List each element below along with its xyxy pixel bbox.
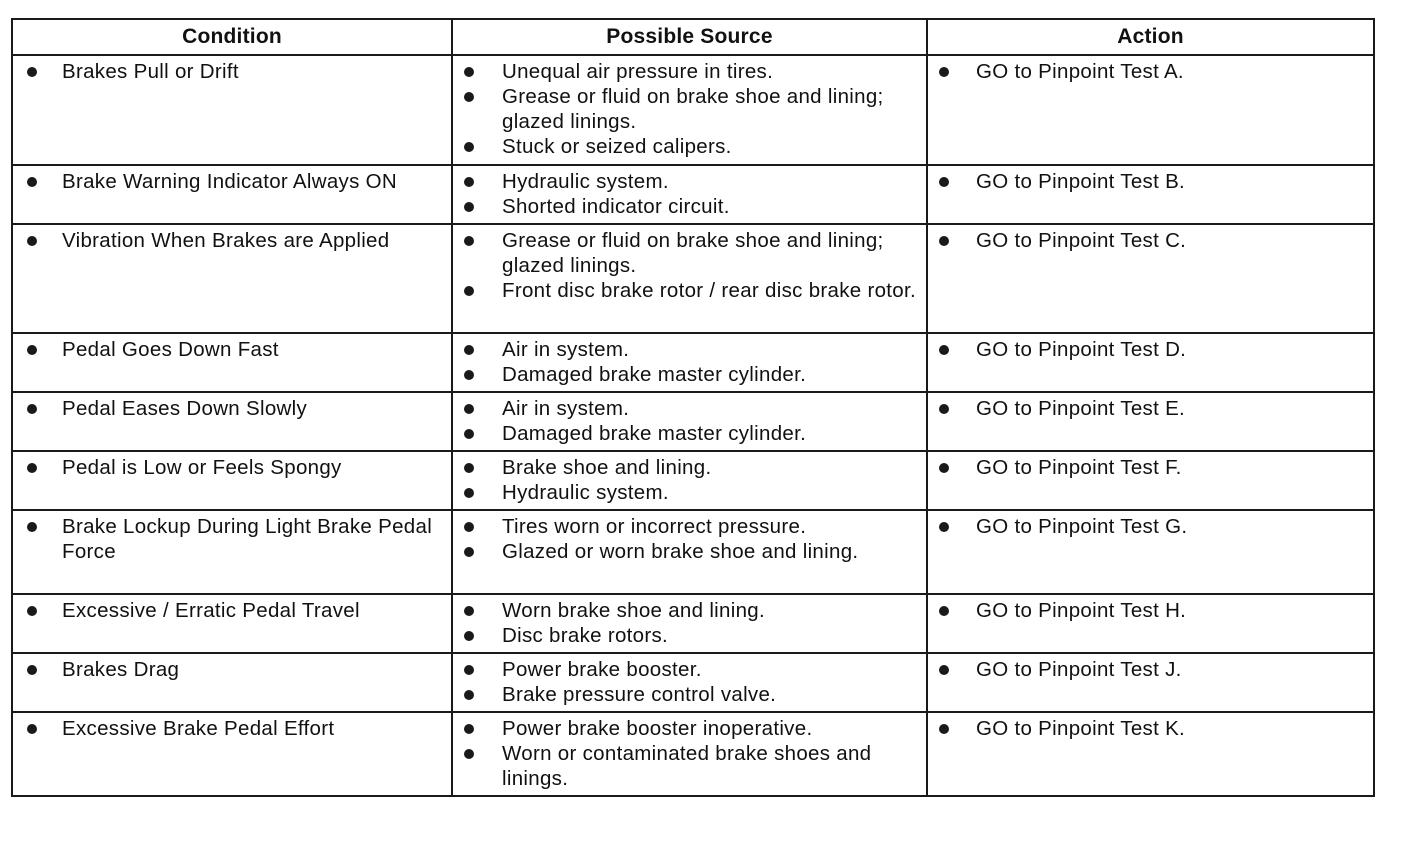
condition-item: [13, 396, 445, 421]
condition-text: Excessive / Erratic Pedal Travel: [62, 599, 360, 622]
source-item: [453, 134, 920, 159]
bullet-icon: [464, 429, 474, 439]
condition-text: Excessive Brake Pedal Effort: [62, 717, 335, 740]
header-possible-source: Possible Source: [452, 19, 927, 55]
source-item: [453, 623, 920, 648]
source-text: Power brake booster.: [502, 658, 702, 681]
bullet-icon: [464, 690, 474, 700]
source-item: [453, 480, 920, 505]
action-item: [928, 657, 1367, 682]
condition-item: [13, 455, 445, 480]
bullet-icon: [464, 370, 474, 380]
source-cell: [452, 165, 927, 224]
condition-item: [13, 337, 445, 362]
condition-item: [13, 169, 445, 194]
source-item: [453, 514, 920, 539]
source-item: [453, 455, 920, 480]
bullet-icon: [464, 522, 474, 532]
condition-text: Pedal Goes Down Fast: [62, 338, 279, 361]
source-item: [453, 362, 920, 387]
condition-text: Pedal Eases Down Slowly: [62, 397, 308, 420]
table-row: [12, 165, 1374, 224]
source-text: Tires worn or incorrect pressure.: [502, 515, 807, 538]
action-item: [928, 337, 1367, 362]
action-text: GO to Pinpoint Test A.: [976, 60, 1184, 83]
source-item: [453, 741, 920, 791]
source-text: Hydraulic system.: [502, 170, 669, 193]
source-text: Power brake booster inoperative.: [502, 717, 813, 740]
bullet-icon: [464, 92, 474, 102]
bullet-icon: [464, 665, 474, 675]
condition-text: Brakes Drag: [62, 658, 180, 681]
source-cell: [452, 653, 927, 712]
condition-cell: [12, 712, 452, 796]
table-row: [12, 392, 1374, 451]
source-cell: [452, 451, 927, 510]
source-item: [453, 84, 920, 134]
source-item: [453, 421, 920, 446]
condition-item: [13, 716, 445, 741]
action-item: [928, 169, 1367, 194]
action-item: [928, 514, 1367, 539]
bullet-icon: [464, 345, 474, 355]
action-cell: [927, 653, 1374, 712]
source-item: [453, 682, 920, 707]
bullet-icon: [27, 606, 37, 616]
action-item: [928, 59, 1367, 84]
condition-item: [13, 228, 445, 253]
bullet-icon: [939, 177, 949, 187]
source-item: [453, 278, 920, 303]
action-item: [928, 455, 1367, 480]
condition-item: [13, 657, 445, 682]
source-text: Worn or contaminated brake shoes and linings.: [502, 742, 872, 790]
header-condition: Condition: [12, 19, 452, 55]
source-cell: [452, 510, 927, 594]
source-cell: [452, 594, 927, 653]
bullet-icon: [464, 724, 474, 734]
action-cell: [927, 55, 1374, 165]
table-row: [12, 510, 1374, 594]
condition-cell: [12, 653, 452, 712]
action-item: [928, 716, 1367, 741]
bullet-icon: [939, 345, 949, 355]
source-text: Air in system.: [502, 338, 630, 361]
source-item: [453, 194, 920, 219]
bullet-icon: [939, 236, 949, 246]
condition-cell: [12, 451, 452, 510]
bullet-icon: [464, 488, 474, 498]
action-text: GO to Pinpoint Test D.: [976, 338, 1187, 361]
condition-item: [13, 59, 445, 84]
source-item: [453, 396, 920, 421]
action-text: GO to Pinpoint Test F.: [976, 456, 1182, 479]
source-text: Unequal air pressure in tires.: [502, 60, 774, 83]
source-cell: [452, 333, 927, 392]
bullet-icon: [939, 522, 949, 532]
bullet-icon: [27, 404, 37, 414]
action-item: [928, 396, 1367, 421]
bullet-icon: [464, 202, 474, 212]
table-row: [12, 712, 1374, 796]
source-cell: [452, 392, 927, 451]
condition-cell: [12, 510, 452, 594]
table-row: [12, 594, 1374, 653]
bullet-icon: [27, 463, 37, 473]
source-cell: [452, 712, 927, 796]
source-item: [453, 228, 920, 278]
table-row: [12, 451, 1374, 510]
bullet-icon: [27, 236, 37, 246]
bullet-icon: [464, 631, 474, 641]
bullet-icon: [27, 177, 37, 187]
source-cell: [452, 55, 927, 165]
bullet-icon: [464, 606, 474, 616]
source-text: Grease or fluid on brake shoe and lining; glazed linings.: [502, 85, 884, 133]
bullet-icon: [464, 177, 474, 187]
condition-text: Pedal is Low or Feels Spongy: [62, 456, 342, 479]
source-text: Air in system.: [502, 397, 630, 420]
condition-item: [13, 514, 445, 564]
source-text: Shorted indicator circuit.: [502, 195, 730, 218]
condition-cell: [12, 333, 452, 392]
bullet-icon: [464, 67, 474, 77]
action-text: GO to Pinpoint Test H.: [976, 599, 1187, 622]
bullet-icon: [464, 286, 474, 296]
bullet-icon: [939, 665, 949, 675]
source-text: Glazed or worn brake shoe and lining.: [502, 540, 859, 563]
source-text: Hydraulic system.: [502, 481, 669, 504]
source-item: [453, 539, 920, 564]
source-text: Stuck or seized calipers.: [502, 135, 732, 158]
bullet-icon: [939, 404, 949, 414]
bullet-icon: [27, 67, 37, 77]
action-cell: [927, 451, 1374, 510]
bullet-icon: [27, 345, 37, 355]
action-cell: [927, 165, 1374, 224]
bullet-icon: [939, 606, 949, 616]
bullet-icon: [464, 236, 474, 246]
bullet-icon: [464, 404, 474, 414]
source-text: Disc brake rotors.: [502, 624, 669, 647]
action-cell: [927, 510, 1374, 594]
condition-text: Vibration When Brakes are Applied: [62, 229, 390, 252]
condition-item: [13, 598, 445, 623]
table-row: [12, 224, 1374, 333]
source-item: [453, 59, 920, 84]
source-item: [453, 716, 920, 741]
source-item: [453, 598, 920, 623]
condition-cell: [12, 55, 452, 165]
source-text: Front disc brake rotor / rear disc brake rotor.: [502, 279, 916, 302]
condition-cell: [12, 594, 452, 653]
bullet-icon: [27, 724, 37, 734]
condition-text: Brake Warning Indicator Always ON: [62, 170, 397, 193]
action-text: GO to Pinpoint Test B.: [976, 170, 1186, 193]
condition-cell: [12, 165, 452, 224]
source-text: Brake shoe and lining.: [502, 456, 712, 479]
condition-text: Brake Lockup During Light Brake Pedal Force: [62, 515, 433, 563]
action-text: GO to Pinpoint Test G.: [976, 515, 1188, 538]
action-cell: [927, 594, 1374, 653]
source-text: Brake pressure control valve.: [502, 683, 777, 706]
bullet-icon: [464, 749, 474, 759]
action-text: GO to Pinpoint Test J.: [976, 658, 1182, 681]
table-row: [12, 55, 1374, 165]
header-row: [12, 19, 1374, 55]
action-text: GO to Pinpoint Test E.: [976, 397, 1186, 420]
action-item: [928, 228, 1367, 253]
action-text: GO to Pinpoint Test C.: [976, 229, 1187, 252]
bullet-icon: [939, 724, 949, 734]
table-row: [12, 653, 1374, 712]
action-text: GO to Pinpoint Test K.: [976, 717, 1186, 740]
source-item: [453, 169, 920, 194]
source-text: Damaged brake master cylinder.: [502, 422, 807, 445]
source-text: Worn brake shoe and lining.: [502, 599, 765, 622]
bullet-icon: [464, 547, 474, 557]
action-cell: [927, 224, 1374, 333]
source-item: [453, 657, 920, 682]
diagnosis-table: [11, 18, 1375, 797]
header-action: Action: [927, 19, 1374, 55]
source-text: Grease or fluid on brake shoe and lining; glazed linings.: [502, 229, 884, 277]
condition-cell: [12, 224, 452, 333]
action-cell: [927, 333, 1374, 392]
condition-cell: [12, 392, 452, 451]
action-cell: [927, 392, 1374, 451]
action-item: [928, 598, 1367, 623]
condition-text: Brakes Pull or Drift: [62, 60, 239, 83]
bullet-icon: [939, 67, 949, 77]
bullet-icon: [464, 463, 474, 473]
bullet-icon: [464, 142, 474, 152]
bullet-icon: [939, 463, 949, 473]
bullet-icon: [27, 665, 37, 675]
source-item: [453, 337, 920, 362]
bullet-icon: [27, 522, 37, 532]
action-cell: [927, 712, 1374, 796]
source-text: Damaged brake master cylinder.: [502, 363, 807, 386]
table-row: [12, 333, 1374, 392]
source-cell: [452, 224, 927, 333]
